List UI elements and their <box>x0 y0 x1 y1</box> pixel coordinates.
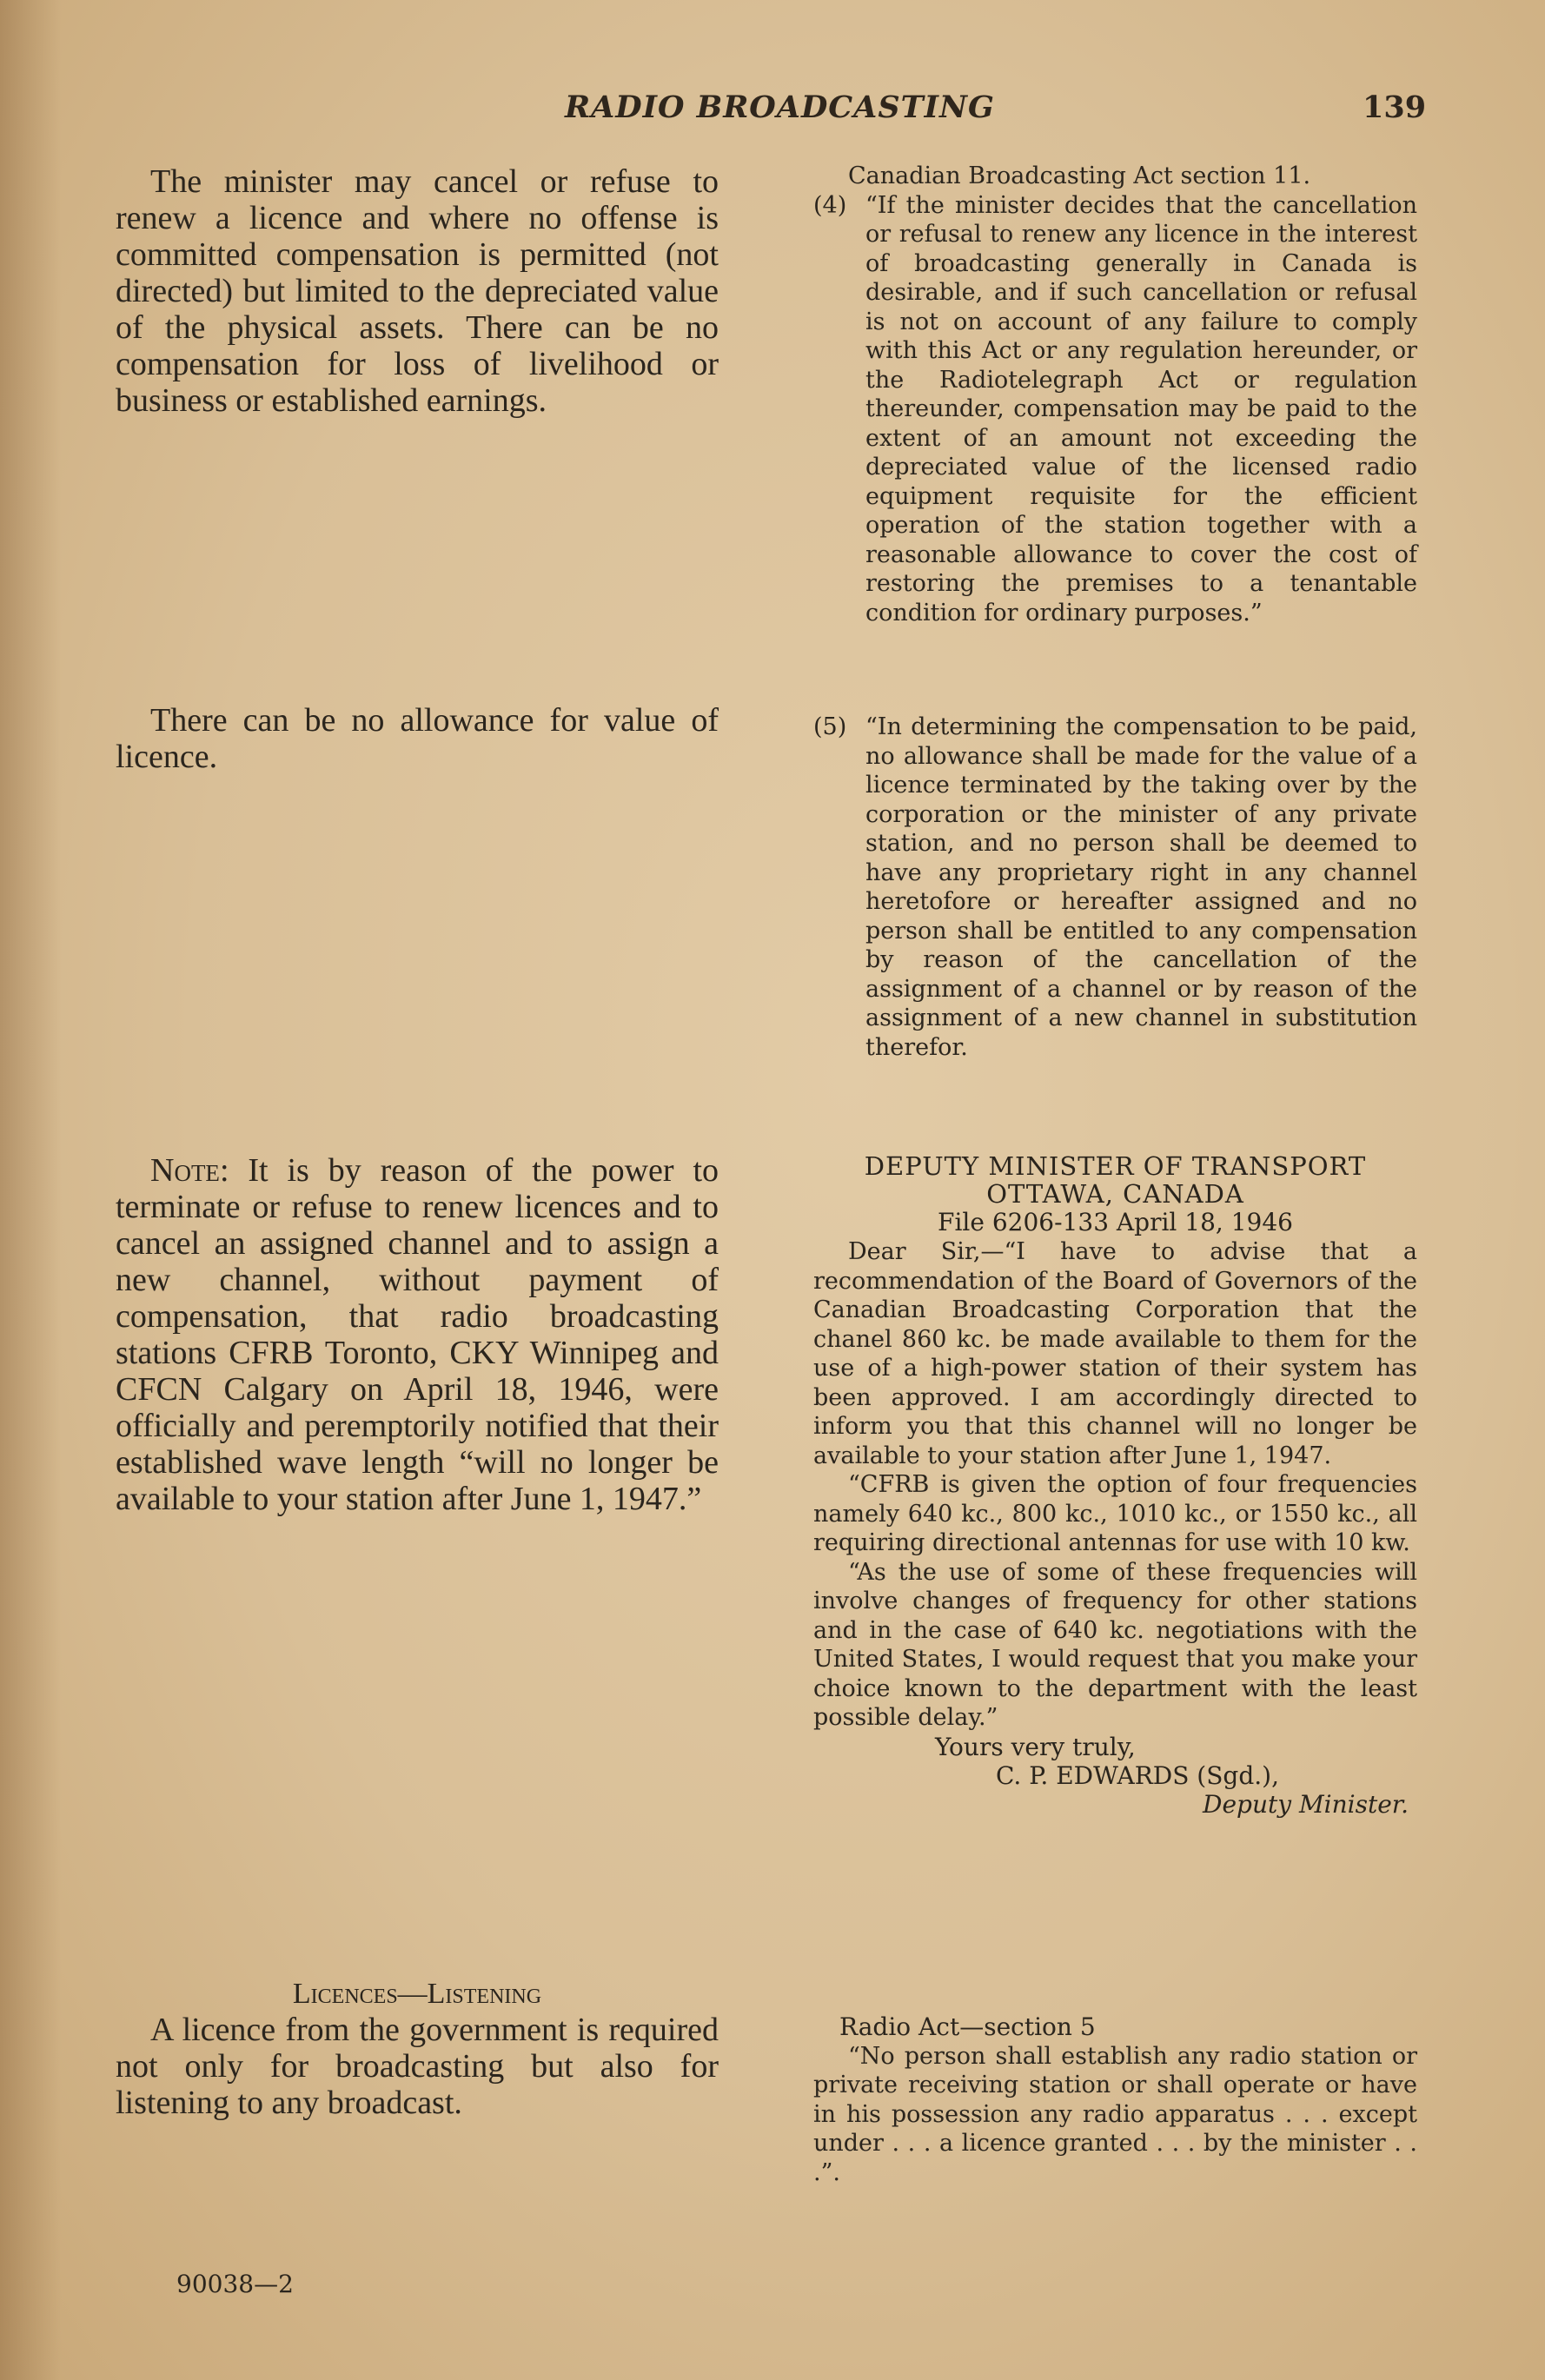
letter-signer-title: Deputy Minister. <box>1203 1789 1409 1819</box>
radio-act-block <box>813 2012 1417 2187</box>
note-label: Note <box>150 1152 220 1189</box>
licences-text: A licence from the government is required not only for broadcasting but also for listening to any broadcast. <box>116 2012 719 2121</box>
subsection-4 <box>813 191 1417 628</box>
left-paragraph-licence-value <box>116 702 719 775</box>
subsection-number: (4) <box>813 191 847 219</box>
page-header <box>0 89 1545 133</box>
letter-heading-2: OTTAWA, CANADA <box>986 1179 1244 1209</box>
left-note <box>116 1152 719 1517</box>
left-paragraph-compensation <box>116 163 719 419</box>
letter-block <box>813 1152 1417 1819</box>
radio-act-reference: Radio Act—section 5 <box>839 2012 1096 2041</box>
radio-act-text: “No person shall establish any radio station or private receiving station or shall operate or have in his possession any radio apparatus . . . except under . . . a licence granted . . . by the minister . . .”. <box>813 2042 1417 2186</box>
right-section-5 <box>813 713 1417 1062</box>
left-paragraph-text: The minister may cancel or refuse to renew a licence and where no offense is committed compensation is permitted (not directed) but limited to the depreciated value of the physical assets. There can be no compensation for loss of livelihood or business or established earnings. <box>116 163 719 419</box>
left-paragraph-text: There can be no allowance for value of licence. <box>116 702 719 775</box>
left-licences-section <box>116 1977 719 2121</box>
page-spine-shadow <box>0 0 61 2380</box>
printer-reference: 90038—2 <box>176 2270 294 2298</box>
note-text: : It is by reason of the power to terminate or refuse to renew licences and to cancel an assigned channel and to assign a new channel, without payment of compensation, that radio broadcasting stations CFRB Toronto, CKY Winnipeg and CFCN Calgary on April 18, 1946, were officially and peremptorily notified that their established wave length “will no longer be available to your station after June 1, 1947.” <box>116 1152 719 1517</box>
page-number: 139 <box>1363 89 1427 125</box>
letter-file-line: File 6206-133 April 18, 1946 <box>938 1208 1293 1236</box>
subsection-number: (5) <box>813 713 847 740</box>
letter-signature: C. P. EDWARDS (Sgd.), <box>996 1760 1279 1790</box>
letter-paragraph: Dear Sir,—“I have to advise that a recommendation of the Board of Governors of the Canadian Broadcasting Corporation that the chanel 860 kc. be made available to them for the use of a high-power station of their system has been approved. I am accordingly directed to inform you that this channel will no longer be available to your station after June 1, 1947. <box>813 1238 1417 1469</box>
letter-paragraph: “CFRB is given the option of four frequencies namely 640 kc., 800 kc., 1010 kc., or 1550 kc., all requiring directional antennas for use with 10 kw. <box>813 1471 1417 1556</box>
note-paragraph <box>116 1152 719 1517</box>
letter-closing: Yours very truly, <box>935 1732 1136 1761</box>
licences-heading: Licences—Listening <box>292 1978 542 2010</box>
subsection-text: “If the minister decides that the cancellation or refusal to renew any licence in the interest of broadcasting generally in Canada is desirable, and if such cancellation or refusal is not on account of any failure to comply with this Act or any regulation hereunder, or the Radiotelegraph Act or regulation thereunder, compensation may be paid to the extent of an amount not exceeding the depreciated value of the licensed radio equipment requisite for the efficient operation of the station together with a reasonable allowance to cover the cost of restoring the premises to a tenantable condition for ordinary purposes.” <box>865 191 1417 626</box>
letter-heading-1: DEPUTY MINISTER OF TRANSPORT <box>864 1151 1367 1181</box>
section-11-reference: Canadian Broadcasting Act section 11. <box>848 162 1311 189</box>
subsection-text: “In determining the compensation to be paid, no allowance shall be made for the value of a licence terminated by the taking over by the corporation or the minister of any private station, and no person shall be deemed to have any proprietary right in any channel heretofore or hereafter assigned and no person shall be entitled to any compensation by reason of the cancellation of the assignment of a channel or by reason of the assignment of a new channel in substitution therefor. <box>865 713 1417 1061</box>
running-title: RADIO BROADCASTING <box>565 89 995 125</box>
right-section-11 <box>813 162 1417 627</box>
letter-paragraph: “As the use of some of these frequencies will involve changes of frequency for other stations and in the case of 640 kc. negotiations with the United States, I would request that you make your choice known to the department with the least possible delay.” <box>813 1558 1417 1731</box>
subsection-5 <box>813 713 1417 1062</box>
